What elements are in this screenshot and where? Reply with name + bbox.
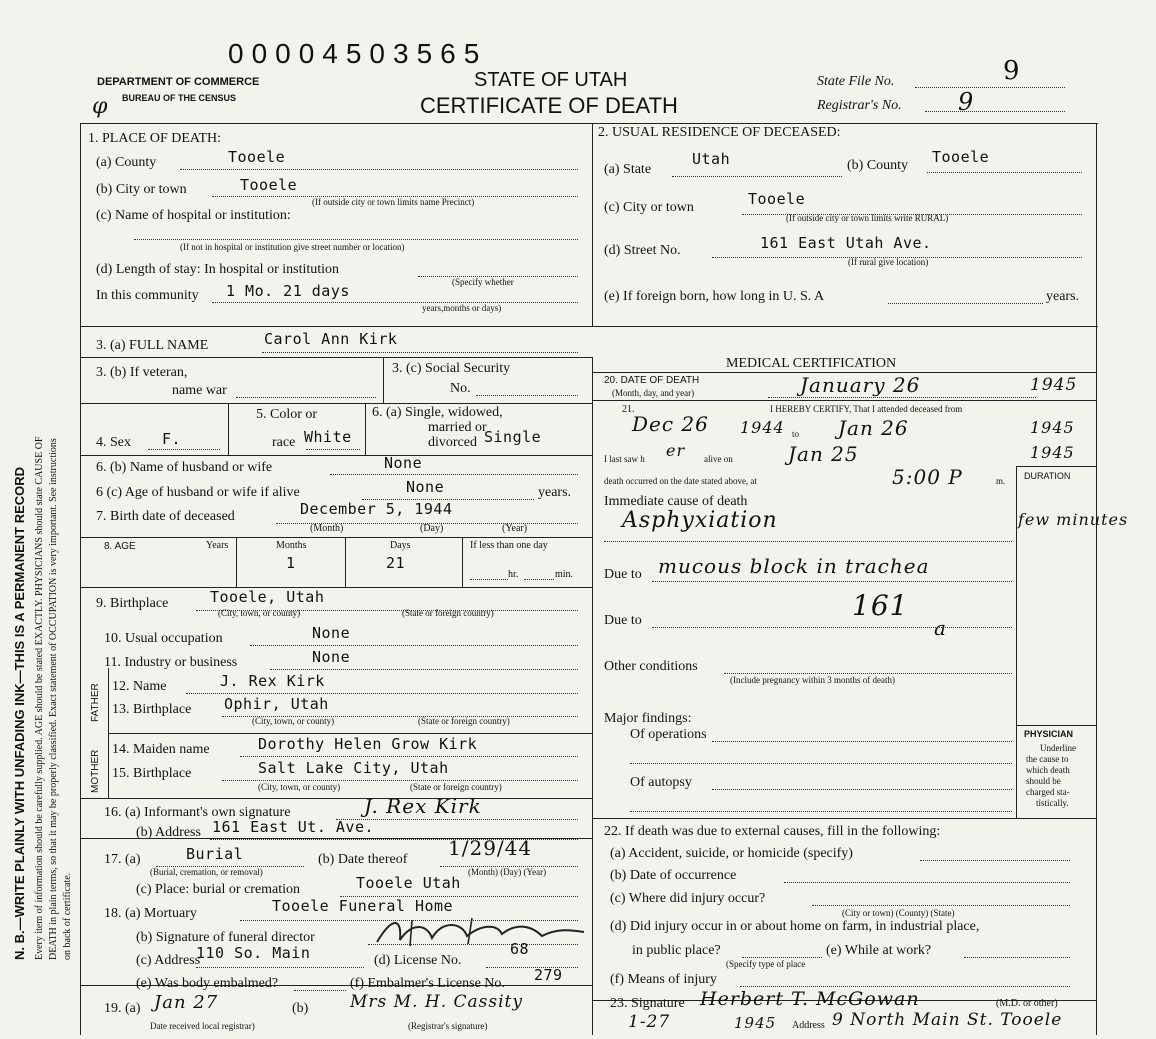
- full-name-value: Carol Ann Kirk: [264, 330, 398, 348]
- death-county-label: (a) County: [96, 155, 157, 170]
- father-name-value: J. Rex Kirk: [220, 672, 325, 690]
- physician-note-5: charged sta-: [1026, 787, 1070, 797]
- bureau-label: BUREAU OF THE CENSUS: [122, 93, 237, 103]
- death-date-value: January 26: [800, 373, 921, 397]
- left-border: [80, 123, 81, 1035]
- age-divider-3: [462, 537, 463, 587]
- top-border: [80, 123, 1098, 124]
- public-place-line: [742, 956, 822, 958]
- autopsy-label: Of autopsy: [630, 775, 692, 790]
- occupation-line: [250, 644, 578, 646]
- husband-value: None: [384, 454, 423, 472]
- immediate-duration-value: few minutes: [1018, 510, 1129, 529]
- section-divider-1: [80, 326, 1098, 327]
- signature-label: 23. Signature: [610, 996, 685, 1011]
- physician-note-1: Underline: [1040, 743, 1076, 753]
- due-to-line-1: [652, 580, 1012, 582]
- res-city-label: (c) City or town: [604, 200, 694, 215]
- divorced-label: divorced: [428, 435, 477, 450]
- sex-divider: [228, 403, 229, 455]
- due-to-label-1: Due to: [604, 567, 642, 582]
- right-border: [1096, 123, 1097, 1035]
- where-injury-line: [812, 904, 1070, 906]
- single-label: 6. (a) Single, widowed,: [372, 405, 503, 420]
- embalmed-label: (e) Was body embalmed?: [136, 976, 279, 991]
- where-injury-note: (City or town) (County) (State): [842, 908, 955, 918]
- embalmed-line: [294, 989, 346, 991]
- informant-sig-label: 16. (a) Informant's own signature: [104, 805, 291, 820]
- race-value: White: [304, 428, 352, 446]
- alive-label: alive on: [704, 454, 733, 464]
- res-state-label: (a) State: [604, 162, 652, 177]
- war-line: [236, 396, 376, 398]
- ss-label: 3. (c) Social Security: [392, 361, 511, 376]
- race-line: [306, 448, 360, 450]
- immediate-cause-value: Asphyxiation: [622, 508, 778, 533]
- hospital-line: [134, 238, 578, 240]
- birth-row-bottom: [80, 537, 592, 538]
- signature-year: 1945: [734, 1014, 777, 1032]
- registrar-label: Registrar's No.: [817, 98, 902, 113]
- due-to-value-1: mucous block in trachea: [658, 554, 930, 578]
- physician-top: [1016, 725, 1096, 726]
- full-name-line: [262, 351, 578, 353]
- mother-birth-label: 15. Birthplace: [112, 766, 192, 781]
- immediate-cause-label: Immediate cause of death: [604, 494, 748, 509]
- accident-label: (a) Accident, suicide, or homicide (specify): [610, 846, 853, 861]
- age-days-label: Days: [390, 540, 411, 551]
- veteran-label: 3. (b) If veteran,: [96, 365, 188, 380]
- state-title: STATE OF UTAH: [474, 69, 628, 91]
- mother-birth-line: [222, 779, 578, 781]
- registrar-sig-note: (Registrar's signature): [408, 1021, 488, 1031]
- sex-label: 4. Sex: [96, 435, 131, 450]
- father-state-note: (State or foreign country): [418, 716, 510, 726]
- mother-city-note: (City, town, or county): [258, 782, 341, 792]
- immediate-cause-line: [604, 540, 1012, 542]
- alive-year: 1945: [1030, 443, 1075, 462]
- attended-from-date: Dec 26: [632, 412, 709, 436]
- specify-place-note: (Specify type of place: [726, 959, 806, 969]
- signature-address-label: Address: [792, 1020, 825, 1031]
- physician-signature: Herbert T. McGowan: [700, 988, 920, 1010]
- time-m-label: m.: [996, 476, 1006, 486]
- res-county-value: Tooele: [932, 148, 990, 166]
- father-birth-label: 13. Birthplace: [112, 702, 192, 717]
- veteran-row-bottom: [80, 403, 592, 404]
- foreign-line: [888, 302, 1043, 304]
- death-city-value: Tooele: [240, 176, 298, 194]
- birthplace-label: 9. Birthplace: [96, 596, 169, 611]
- foreign-label: (e) If foreign born, how long in U. S. A: [604, 289, 825, 304]
- state-file-value: 9: [1003, 56, 1021, 86]
- years-note: years,months or days): [422, 303, 502, 313]
- mortuary-label: 18. (a) Mortuary: [104, 906, 197, 921]
- res-street-label: (d) Street No.: [604, 243, 681, 258]
- received-label: 19. (a): [104, 1001, 141, 1016]
- occurrence-line: [784, 881, 1070, 883]
- husband-age-label: 6 (c) Age of husband or wife if alive: [96, 485, 300, 500]
- major-findings-label: Major findings:: [604, 711, 692, 726]
- physician-heading: PHYSICIAN: [1024, 729, 1074, 739]
- res-state-line: [672, 175, 842, 177]
- due-to-value-2: 161: [852, 589, 909, 622]
- last-saw-label: I last saw h: [604, 454, 645, 464]
- husband-line: [330, 473, 578, 475]
- age-less-label: If less than one day: [470, 540, 548, 551]
- informant-address-label: (b) Address: [136, 825, 201, 840]
- married-label: married or: [428, 420, 487, 435]
- foreign-years-label: years.: [1046, 289, 1080, 304]
- registrar-value: 9: [958, 88, 975, 116]
- industry-line: [270, 668, 578, 670]
- birth-day-note: (Day): [420, 523, 444, 534]
- res-street-value: 161 East Utah Ave.: [760, 234, 932, 252]
- res-county-line: [927, 171, 1082, 173]
- due-to-line-2: [652, 626, 1012, 628]
- race-label: race: [272, 435, 296, 450]
- license-label: (d) License No.: [374, 953, 462, 968]
- means-injury-label: (f) Means of injury: [610, 972, 717, 987]
- occurred-label: death occurred on the date stated above, at: [604, 476, 757, 486]
- received-value: Jan 27: [154, 992, 219, 1013]
- parents-split: [108, 733, 592, 734]
- burial-type-value: Burial: [186, 845, 244, 863]
- mother-name-line: [240, 755, 578, 757]
- certify-label: I HEREBY CERTIFY, That I attended deceased from: [770, 404, 963, 414]
- birthplace-city-note: (City, town, or county): [218, 608, 301, 618]
- father-label: FATHER: [90, 683, 101, 722]
- burial-date-value: 1/29/44: [448, 836, 533, 860]
- funeral-director-signature: [372, 912, 592, 952]
- community-label: In this community: [96, 288, 199, 303]
- attended-to-date: Jan 26: [838, 416, 909, 440]
- father-name-label: 12. Name: [112, 679, 167, 694]
- state-file-line: [915, 86, 1065, 88]
- res-street-note: (If rural give location): [848, 257, 929, 267]
- mortuary-address-value: 110 So. Main: [196, 944, 311, 962]
- sex-row-bottom: [80, 455, 592, 456]
- mother-name-label: 14. Maiden name: [112, 742, 210, 757]
- operations-label: Of operations: [630, 727, 707, 742]
- death-city-note: (If outside city or town limits name Precinct): [312, 197, 475, 207]
- mother-name-value: Dorothy Helen Grow Kirk: [258, 735, 478, 753]
- res-city-note: (If outside city or town limits write RURAL): [786, 213, 949, 223]
- age-days-value: 21: [386, 554, 406, 572]
- margin-instruction-2: Every item of information should be carefully supplied. AGE should be stated EXACTLY. PHYSICIANS should state CAUSE OF: [34, 436, 45, 960]
- license-value: 68: [510, 940, 530, 958]
- where-injury-label: (c) Where did injury occur?: [610, 891, 766, 906]
- state-file-label: State File No.: [817, 74, 895, 89]
- md-label: (M.D. or other): [996, 998, 1058, 1009]
- color-label: 5. Color or: [256, 407, 318, 422]
- mortuary-address-line: [196, 966, 364, 968]
- age-divider-1: [236, 537, 237, 587]
- operations-line: [712, 740, 1012, 742]
- hospital-label: (c) Name of hospital or institution:: [96, 208, 291, 223]
- place-of-death-heading: 1. PLACE OF DEATH:: [88, 131, 222, 146]
- hr-line: [470, 578, 508, 580]
- registrar-sig-label: (b): [292, 1001, 309, 1016]
- birth-label: 7. Birth date of deceased: [96, 509, 235, 524]
- accident-line: [920, 859, 1070, 861]
- war-label: name war: [172, 383, 227, 398]
- physician-note-4: should be: [1026, 776, 1061, 786]
- parents-bottom: [80, 798, 592, 799]
- attended-to-year: 1945: [1030, 418, 1075, 437]
- min-label: min.: [555, 569, 574, 580]
- public-place-label: in public place?: [632, 943, 721, 958]
- sex-line: [148, 448, 220, 450]
- while-at-work-label: (e) While at work?: [826, 943, 932, 958]
- other-conditions-note: (Include pregnancy within 3 months of death): [730, 675, 895, 685]
- ss-no-label: No.: [450, 381, 471, 396]
- license-line: [486, 966, 578, 968]
- death-date-note: (Month, day, and year): [612, 388, 695, 398]
- operations-line-2: [630, 762, 1012, 764]
- specify-note: (Specify whether: [452, 277, 514, 287]
- burial-type-note: (Burial, cremation, or removal): [150, 867, 263, 877]
- physician-note-3: which death: [1026, 765, 1070, 775]
- mother-state-note: (State or foreign country): [410, 782, 502, 792]
- alive-date: Jan 25: [788, 442, 859, 466]
- marital-value: Single: [484, 428, 542, 446]
- sex-value: F.: [162, 430, 182, 448]
- attended-to-label: to: [792, 429, 800, 439]
- age-months-value: 1: [286, 554, 296, 572]
- mother-label: MOTHER: [90, 749, 101, 793]
- community-line: [212, 301, 578, 303]
- residence-heading: 2. USUAL RESIDENCE OF DECEASED:: [598, 125, 841, 140]
- death-time: 5:00 P: [892, 465, 963, 489]
- burial-date-label: (b) Date thereof: [318, 852, 408, 867]
- father-name-line: [186, 692, 578, 694]
- husband-label: 6. (b) Name of husband or wife: [96, 460, 273, 475]
- margin-instruction-main: N. B.—WRITE PLAINLY WITH UNFADING INK—THIS IS A PERMANENT RECORD: [12, 466, 27, 960]
- occupation-value: None: [312, 624, 351, 642]
- hr-label: hr.: [508, 569, 519, 580]
- duration-top: [1016, 466, 1096, 467]
- death-county-line: [180, 168, 578, 170]
- age-months-label: Months: [276, 540, 307, 551]
- age-row-bottom: [80, 587, 592, 588]
- birthplace-state-note: (State or foreign country): [402, 608, 494, 618]
- center-divider-bottom: [592, 357, 593, 1035]
- item-21-label: 21.: [622, 404, 635, 415]
- res-city-value: Tooele: [748, 190, 806, 208]
- hospital-note: (If not in hospital or institution give street number or location): [180, 242, 405, 252]
- embalmer-label: (f) Embalmer's License No.: [350, 976, 505, 991]
- margin-instruction-4: on back of certificate.: [62, 872, 73, 960]
- birthplace-value: Tooele, Utah: [210, 588, 325, 606]
- serial-number: 00004503565: [228, 38, 488, 69]
- duration-divider: [1016, 466, 1017, 818]
- ss-line: [476, 394, 578, 396]
- attended-from-year: 1944: [740, 418, 785, 437]
- birth-year-note: (Year): [502, 523, 528, 534]
- autopsy-line-2: [630, 810, 1012, 812]
- due-to-mark-2: a: [934, 616, 947, 640]
- mother-birth-value: Salt Lake City, Utah: [258, 759, 449, 777]
- department-label: DEPARTMENT OF COMMERCE: [97, 76, 260, 88]
- informant-signature: J. Rex Kirk: [364, 794, 482, 818]
- embalmer-value: 279: [534, 966, 563, 984]
- res-county-label: (b) County: [847, 158, 909, 173]
- informant-address-value: 161 East Ut. Ave.: [212, 818, 375, 836]
- death-date-bottom: [592, 400, 1096, 401]
- other-conditions-label: Other conditions: [604, 659, 698, 674]
- death-year-value: 1945: [1030, 375, 1078, 395]
- means-injury-line: [740, 985, 1070, 987]
- burial-label: 17. (a): [104, 852, 141, 867]
- autopsy-line: [712, 788, 1012, 790]
- death-city-label: (b) City or town: [96, 182, 187, 197]
- received-note: Date received local registrar): [150, 1021, 255, 1031]
- industry-label: 11. Industry or business: [104, 655, 238, 670]
- occurrence-label: (b) Date of occurrence: [610, 868, 737, 883]
- corner-mark: φ: [92, 94, 109, 119]
- while-at-work-line: [964, 956, 1070, 958]
- occupation-label: 10. Usual occupation: [104, 631, 223, 646]
- age-label: 8. AGE: [104, 541, 136, 552]
- signature-address: 9 North Main St. Tooele: [832, 1010, 1063, 1030]
- mortuary-value: Tooele Funeral Home: [272, 897, 454, 915]
- stay-label: (d) Length of stay: In hospital or institution: [96, 262, 340, 277]
- birth-month-note: (Month): [310, 523, 344, 534]
- director-label: (b) Signature of funeral director: [136, 930, 315, 945]
- burial-date-note: (Month) (Day) (Year): [468, 867, 547, 877]
- mortuary-address-label: (c) Address: [136, 953, 201, 968]
- physician-note-6: tistically.: [1036, 798, 1069, 808]
- death-date-label: 20. DATE OF DEATH: [604, 375, 700, 386]
- home-farm-label: (d) Did injury occur in or about home on farm, in industrial place,: [610, 919, 980, 934]
- age-divider-2: [345, 537, 346, 587]
- burial-place-label: (c) Place: burial or cremation: [136, 882, 301, 897]
- father-city-note: (City, town, or county): [252, 716, 335, 726]
- name-row-bottom: [80, 357, 592, 358]
- other-conditions-line: [724, 672, 1012, 674]
- community-value: 1 Mo. 21 days: [226, 282, 350, 300]
- industry-value: None: [312, 648, 351, 666]
- registrar-signature: Mrs M. H. Cassity: [350, 992, 523, 1012]
- signature-date: 1-27: [628, 1012, 671, 1032]
- death-county-value: Tooele: [228, 148, 286, 166]
- husband-age-value: None: [406, 478, 445, 496]
- medical-heading: MEDICAL CERTIFICATION: [726, 356, 897, 371]
- race-divider: [365, 403, 366, 455]
- medical-bottom: [592, 818, 1096, 819]
- external-causes-label: 22. If death was due to external causes, fill in the following:: [604, 824, 941, 839]
- husband-years-label: years.: [538, 485, 572, 500]
- registrar-line: [925, 110, 1065, 112]
- age-years-label: Years: [206, 540, 229, 551]
- full-name-label: 3. (a) FULL NAME: [96, 338, 209, 353]
- burial-place-value: Tooele Utah: [356, 874, 461, 892]
- due-to-label-2: Due to: [604, 613, 642, 628]
- res-state-value: Utah: [692, 150, 731, 168]
- father-birth-value: Ophir, Utah: [224, 695, 329, 713]
- birth-value: December 5, 1944: [300, 500, 453, 518]
- center-divider-top: [592, 123, 593, 327]
- min-line: [524, 578, 554, 580]
- physician-note-2: the cause to: [1026, 754, 1069, 764]
- document-title: CERTIFICATE OF DEATH: [420, 93, 678, 118]
- last-saw-mark: er: [666, 441, 686, 460]
- veteran-divider: [383, 357, 384, 403]
- margin-instruction-3: DEATH in plain terms, so that it may be properly classified. Exact statement of OCCUPATION is very important. See instructions: [48, 438, 59, 960]
- duration-label: DURATION: [1024, 471, 1071, 481]
